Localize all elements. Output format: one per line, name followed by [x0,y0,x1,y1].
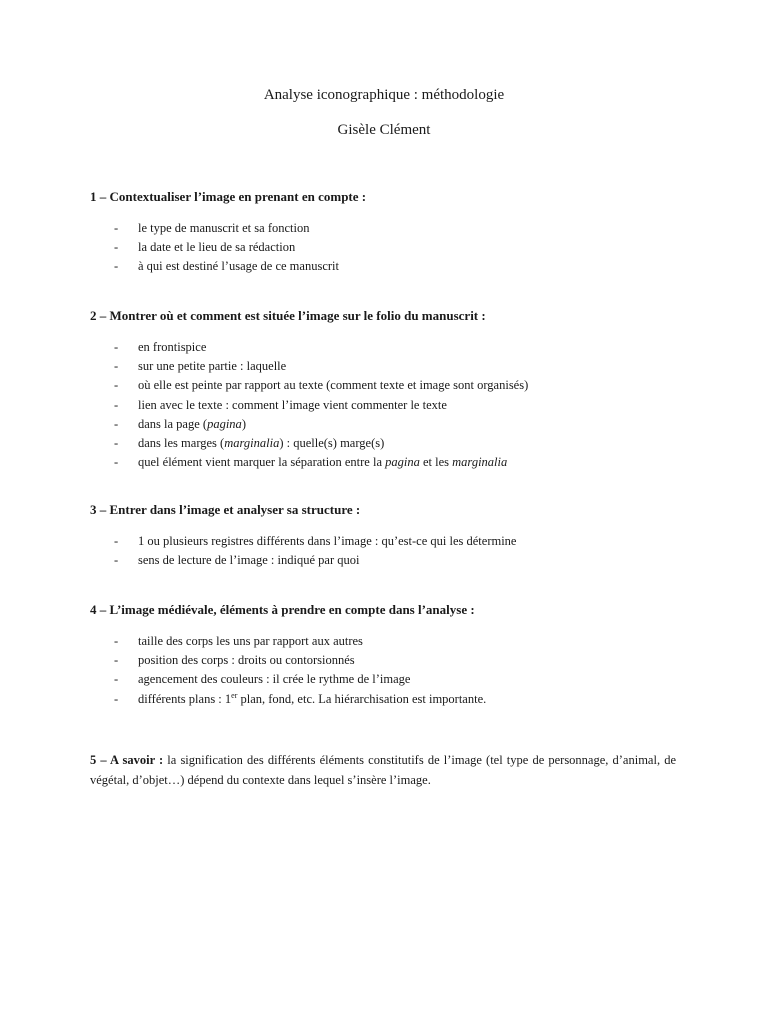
list-item: - sens de lecture de l’image : indiqué par quoi [90,551,680,570]
list-item: - taille des corps les uns par rapport aux autres [90,632,680,651]
list-item: - différents plans : 1er plan, fond, etc. La hiérarchisation est importante. [90,690,680,709]
note-lead: 5 – A savoir : [90,752,164,767]
section-heading: 1 – Contextualiser l’image en prenant en compte : [90,189,367,204]
document-author: Gisèle Clément [337,122,431,138]
section-list [90,219,680,277]
note-text: la signification des différents éléments constitutifs de l’image (tel type de personnage, d’animal, de végétal, d’objet…) dépend du contexte dans lequel s’insère l’image. [90,752,676,787]
list-item: - dans les marges (marginalia) : quelle(s) marge(s) [90,434,680,453]
section-3 [90,501,680,570]
section-list [90,532,680,570]
list-item: - la date et le lieu de sa rédaction [90,238,680,257]
list-item: - dans la page (pagina) [90,415,680,434]
list-item: - lien avec le texte : comment l’image vient commenter le texte [90,396,680,415]
list-item: - en frontispice [90,338,680,357]
section-list [90,632,680,709]
section-heading: 3 – Entrer dans l’image et analyser sa structure : [90,502,361,517]
section-heading: 4 – L’image médiévale, éléments à prendre en compte dans l’analyse : [90,602,475,617]
section-2 [90,307,680,472]
note-paragraph [90,750,676,790]
list-item: - à qui est destiné l’usage de ce manuscrit [90,257,680,276]
document-title: Analyse iconographique : méthodologie [263,87,505,103]
section-4 [90,601,680,709]
list-item: - où elle est peinte par rapport au texte (comment texte et image sont organisés) [90,376,680,395]
list-item: - le type de manuscrit et sa fonction [90,219,680,238]
list-item: - 1 ou plusieurs registres différents dans l’image : qu’est-ce qui les détermine [90,532,680,551]
list-item: - position des corps : droits ou contorsionnés [90,651,680,670]
list-item: - quel élément vient marquer la séparation entre la pagina et les marginalia [90,453,680,472]
list-item: - agencement des couleurs : il crée le rythme de l’image [90,670,680,689]
section-heading: 2 – Montrer où et comment est située l’image sur le folio du manuscrit : [90,308,486,323]
list-item: - sur une petite partie : laquelle [90,357,680,376]
section-1 [90,188,680,277]
section-list [90,338,680,472]
